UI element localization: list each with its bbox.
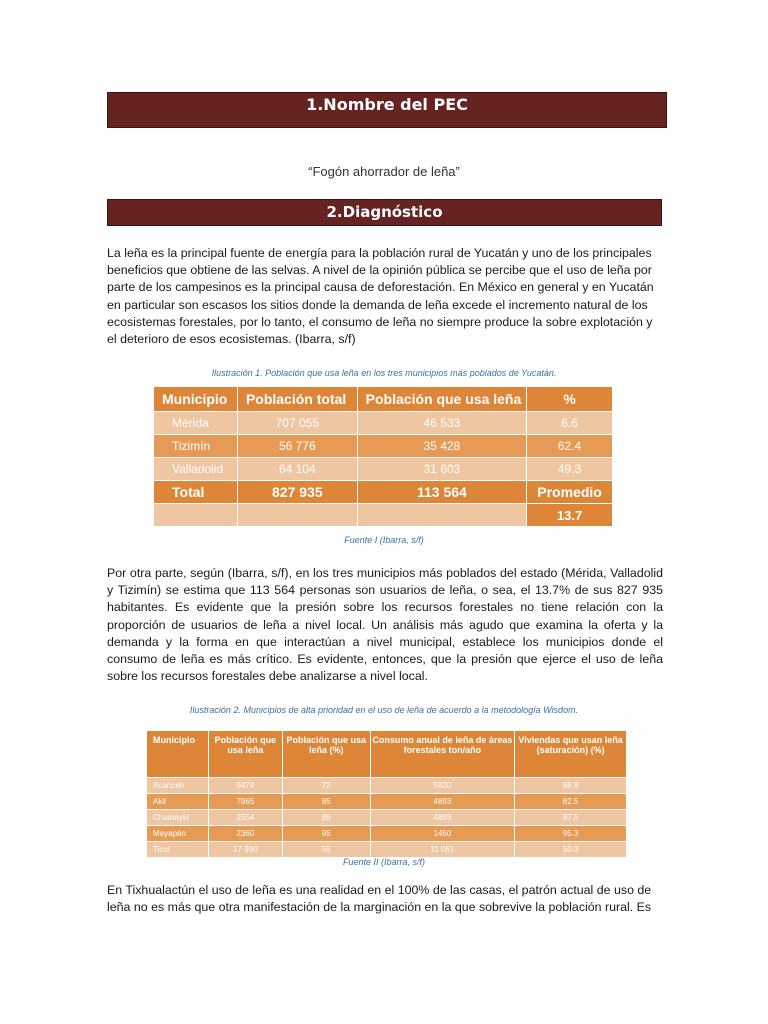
table-row [154,435,613,458]
table-cell: 85 [282,794,370,810]
table-cell: 64 104 [237,458,357,481]
average-value: 13.7 [527,504,613,527]
table-cell: Valladolid [154,458,238,481]
table-cell: 95 [282,826,370,842]
table-cell: 95.3 [515,826,627,842]
table-cell: Mérida [154,412,238,435]
header-cell: Población que usa leña [357,387,526,412]
table-1 [153,386,613,527]
table-cell: 1450 [370,826,515,842]
table-cell: 9474 [208,778,282,794]
table-average-row [154,504,613,527]
table-row [147,794,627,810]
paragraph-1: La leña es la principal fuente de energía para la población rural de Yucatán y uno de los principales beneficios que obtiene de las selvas. A nivel de la opinión pública se percibe que el uso de leña por parte de los campesinos es la principal causa de deforestación. En México en general y en Yucatán en particular son escasos los sitios donde la demanda de leña excede el incremento natural de los ecosistemas forestales, por lo tanto, el consumo de leña no siempre produce la sobre explotación y el deterioro de esos ecosistemas. (Ibarra, s/f) [107,246,654,347]
table-row [147,842,627,858]
header-cell: Población que usa leña [208,731,282,778]
table-cell: 56 776 [237,435,357,458]
table-row [154,458,613,481]
table-cell: Acanceh [147,778,209,794]
section-1-heading [107,92,667,128]
table-header-row [154,387,613,412]
table-cell: 5820 [370,778,515,794]
header-cell: Población que usa leña (%) [282,731,370,778]
table-cell: 17 990 [208,842,282,858]
table-cell: 113 564 [357,481,526,504]
table-cell [154,504,238,527]
table-cell: 49.3 [527,458,613,481]
table-cell: 89 [282,810,370,826]
paragraph-3: En Tixhualactún el uso de leña es una realidad en el 100% de las casas, el patrón actual de uso de leña no es más que otra manifestación de la marginación en la que sobrevive la población rural. Es [107,883,652,915]
table-cell: 6.6 [527,412,613,435]
table-cell: 827 935 [237,481,357,504]
header-cell: % [527,387,613,412]
table-cell: Tizimín [154,435,238,458]
table-cell [237,504,357,527]
paragraph-2: Por otra parte, según (Ibarra, s/f), en los tres municipios más poblados del estado (Mérida, Valladolid y Tizimín) se estima que 113 564 personas son usuarios de leña, o sea, el 13.7% de sus 827 935 habitantes. Es evidente que la presión sobre los recursos forestales no tiene relación con la proporción de usuarios de leña a nivel local. Un análisis más agudo que examina la oferta y la demanda y la forma en que interactúan a nivel municipal, establece los municipios donde el consumo de leña es más crítico. Es evidente, entonces, que la presión que ejerce el uso de leña sobre los recursos forestales debe analizarse a nivel local. [107,566,663,684]
table-1-source: Fuente I (Ibarra, s/f) [344,535,424,545]
table-2-caption: Ilustración 2. Municipios de alta prioridad en el uso de leña de acuerdo a la metodología Wisdom. [189,705,579,715]
table-cell: Promedio [527,481,613,504]
table-cell: 50.3 [515,842,627,858]
table-2-source: Fuente II (Ibarra, s/f) [342,857,426,867]
section-1-title: 1.Nombre del PEC [306,95,468,114]
table-cell: 2554 [208,810,282,826]
table-cell: 2360 [208,826,282,842]
project-name: “Fogón ahorrador de leña” [308,164,460,179]
table-row [147,810,627,826]
table-total-row [154,481,613,504]
header-cell: Municipio [154,387,238,412]
table-cell: 31 603 [357,458,526,481]
table-cell: Mayapán [147,826,209,842]
section-2-title: 2.Diagnóstico [326,203,443,221]
table-cell: 7965 [208,794,282,810]
table-cell: 87.5 [515,810,627,826]
table-row [147,778,627,794]
section-2-heading [107,199,662,226]
table-cell: 72 [282,778,370,794]
table-1-caption: Ilustración 1. Población que usa leña en los tres municipios más poblados de Yucatán. [211,368,557,378]
table-cell: Ticul [147,842,209,858]
table-row [154,412,613,435]
table-cell: 707 055 [237,412,357,435]
table-cell: 35 428 [357,435,526,458]
table-cell: 4893 [370,794,515,810]
table-cell [357,504,526,527]
table-cell: 82.5 [515,794,627,810]
header-cell: Municipio [147,731,209,778]
header-cell: Población total [237,387,357,412]
table-cell: 55 [282,842,370,858]
table-cell: 4893 [370,810,515,826]
table-cell: 11 051 [370,842,515,858]
header-cell: Consumo anual de leña de áreas forestales ton/año [370,731,515,778]
header-cell: Viviendas que usan leña (saturación) (%) [515,731,627,778]
table-cell: 46 533 [357,412,526,435]
table-2 [146,730,627,858]
table-header-row [147,731,627,778]
table-cell: 62.4 [527,435,613,458]
table-cell: 69.8 [515,778,627,794]
table-cell: Akil [147,794,209,810]
table-row [147,826,627,842]
table-cell: Chumayel [147,810,209,826]
table-cell: Total [154,481,238,504]
